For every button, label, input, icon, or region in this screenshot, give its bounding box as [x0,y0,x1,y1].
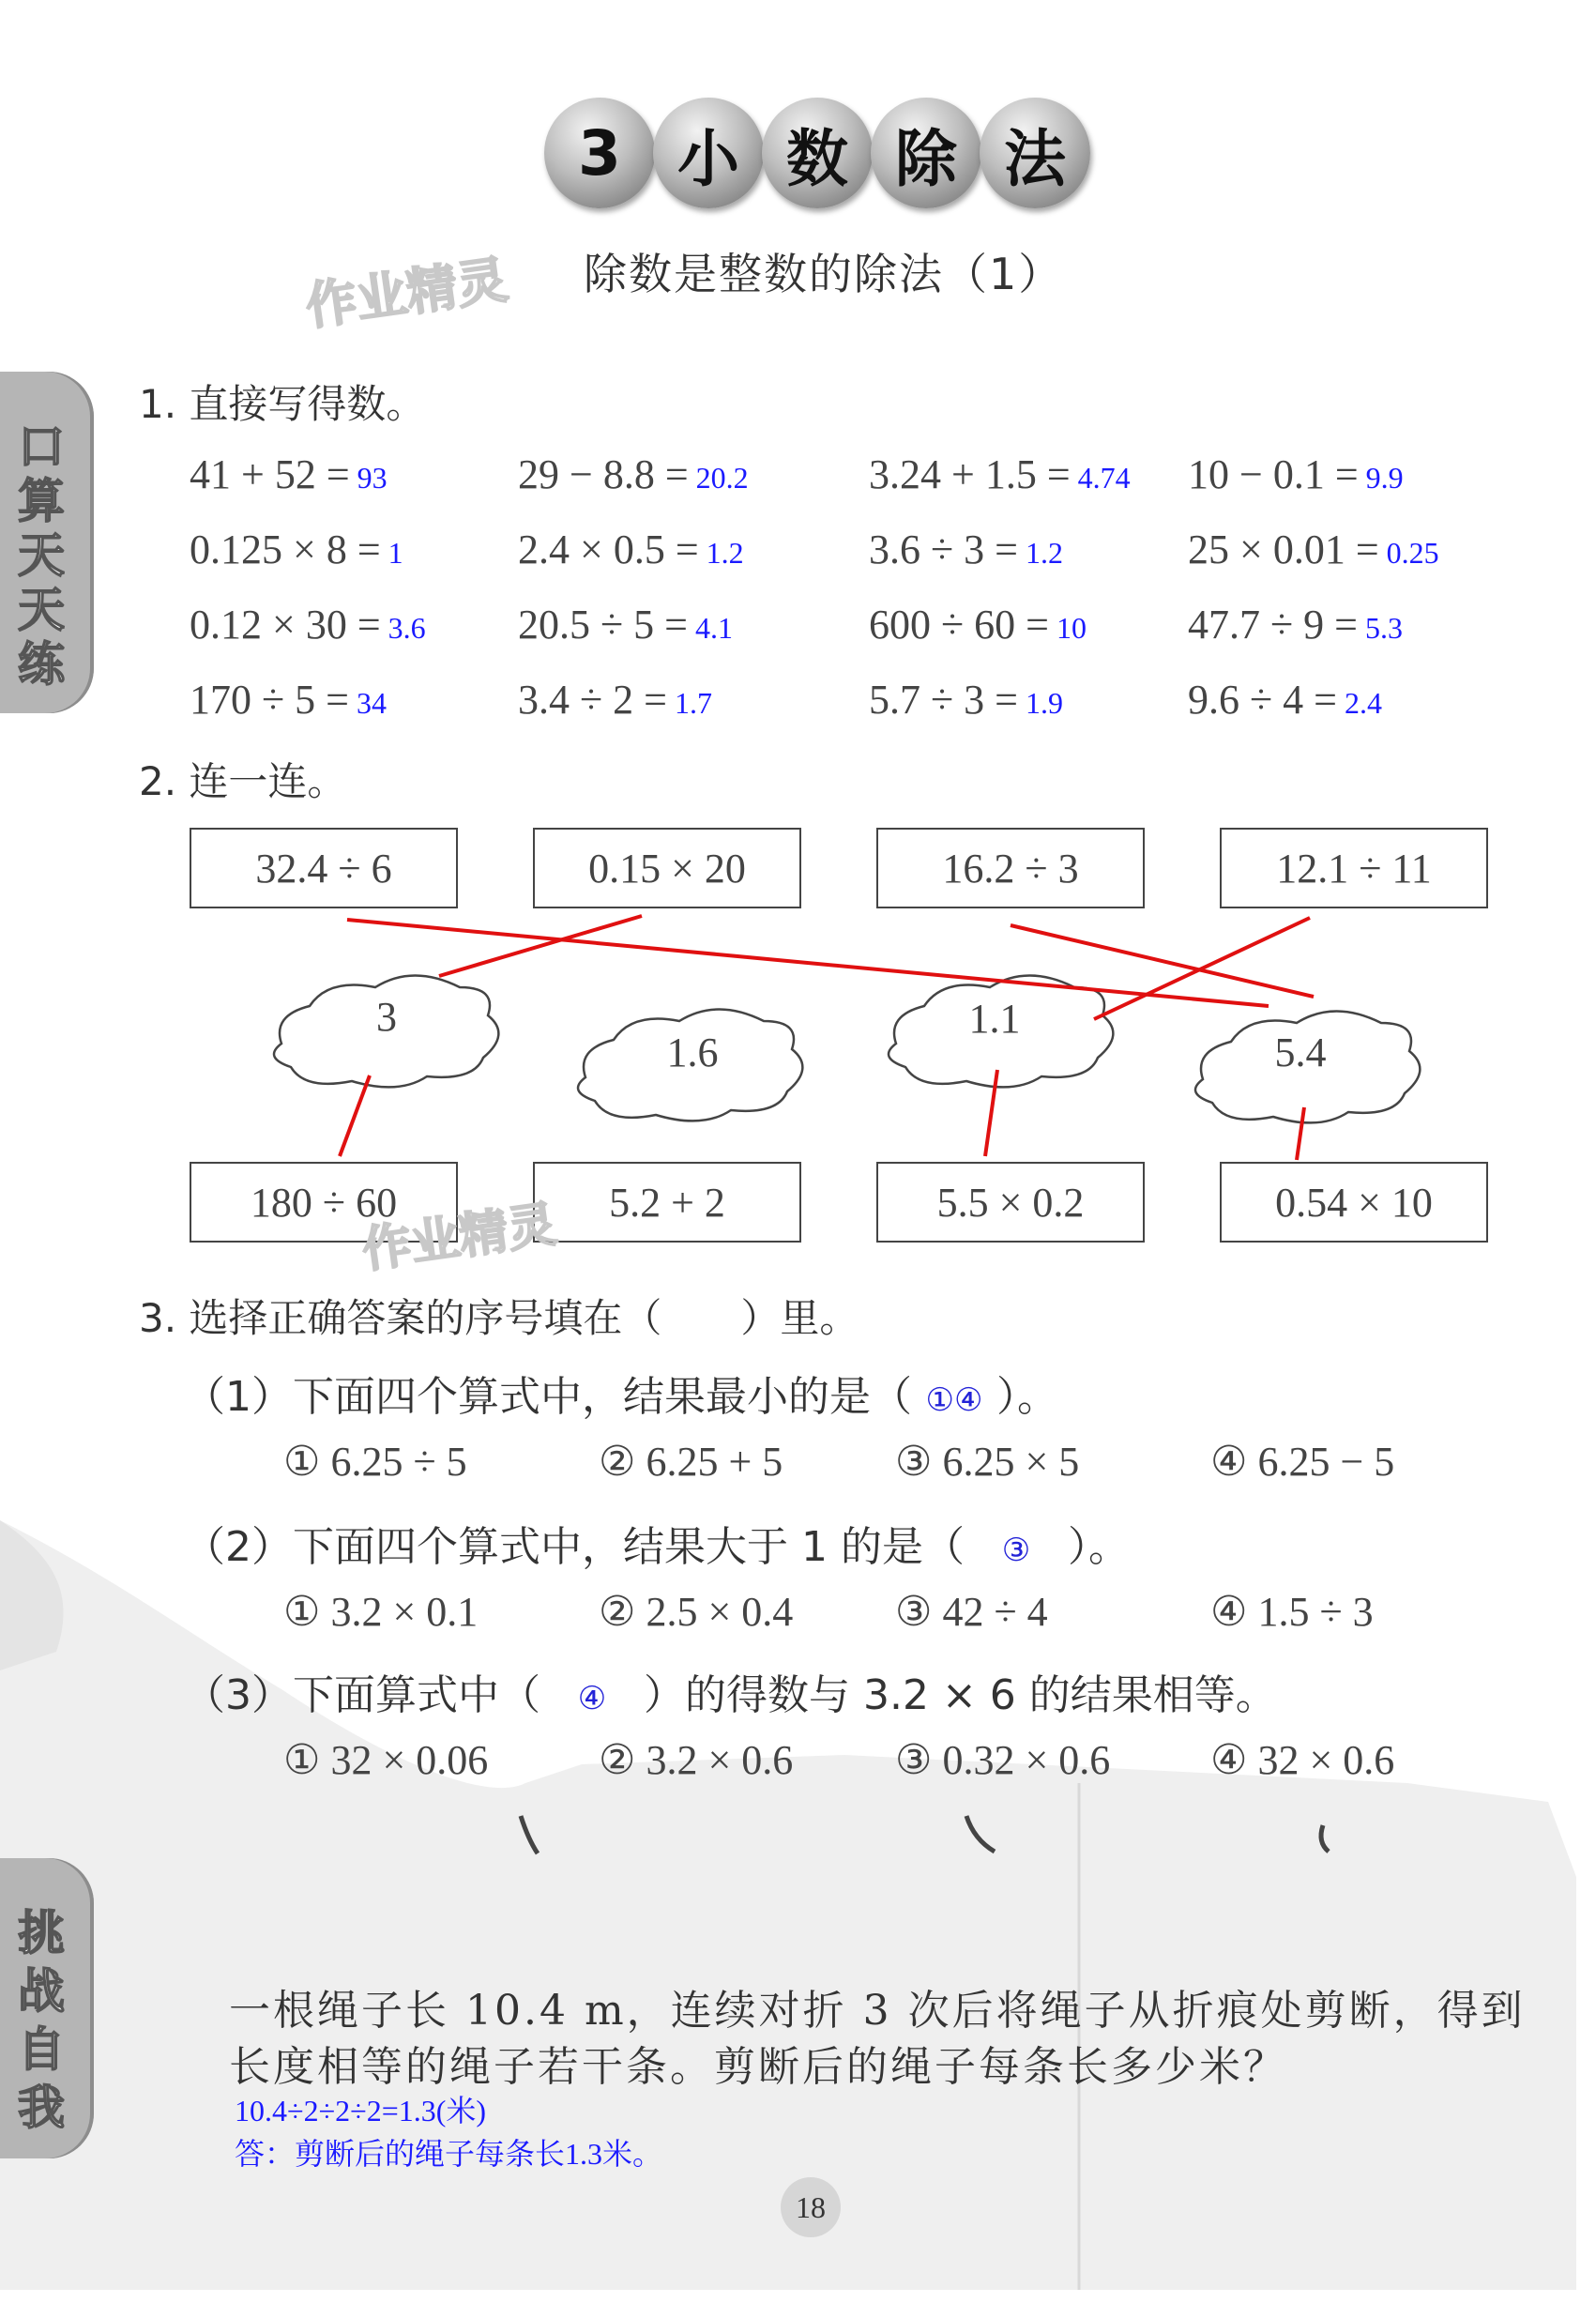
top-expression-box: 12.1 ÷ 11 [1220,828,1488,908]
handwritten-answer[interactable]: 1.2 [1025,536,1063,570]
page-number: 18 [781,2177,841,2237]
handwritten-answer[interactable]: 2.4 [1344,686,1382,720]
math-expression: 29 − 8.8 = [518,451,689,497]
cloud-value: 1.1 [968,996,1021,1042]
side-tab-char: 天 [18,583,65,637]
top-expression-box: 0.15 × 20 [533,828,801,908]
handwritten-answer[interactable]: 1.9 [1025,686,1063,720]
lesson-subtitle: 除数是整数的除法（1） [584,249,1064,299]
choice-question-1 [184,1363,1058,1423]
side-tab-char: 天 [18,528,65,583]
title-ball-char: 除 [871,98,981,208]
filled-answer[interactable]: ①④ [925,1381,983,1419]
title-ball-number: 3 [544,98,655,208]
filled-answer[interactable]: ④ [577,1680,607,1717]
question-3-title: 3. 选择正确答案的序号填在（ ）里。 [139,1295,859,1341]
handwritten-answer[interactable]: 20.2 [695,461,749,495]
math-expression: 0.12 × 30 = [190,602,381,648]
option: ③ 0.32 × 0.6 [895,1737,1111,1783]
bottom-expression-box: 5.5 × 0.2 [876,1162,1145,1243]
math-expression: 600 ÷ 60 = [869,602,1049,648]
challenge-problem-line: 一根绳子长 10.4 m，连续对折 3 次后将绳子从折痕处剪断，得到 [229,1987,1526,2035]
math-expression: 20.5 ÷ 5 = [518,602,688,648]
match-line [1094,918,1310,1019]
choice-question-3 [184,1661,1277,1721]
option: ① 3.2 × 0.1 [283,1589,479,1635]
handwritten-answer[interactable]: 5.3 [1364,611,1403,645]
handwritten-answer[interactable]: 0.25 [1386,536,1439,570]
side-tab-char: 自 [18,2022,65,2077]
option: ② 3.2 × 0.6 [599,1737,794,1783]
top-expression-box: 32.4 ÷ 6 [190,828,458,908]
handwritten-answer[interactable]: 9.9 [1365,461,1404,495]
choice-question-2 [184,1513,1130,1573]
math-expression: 9.6 ÷ 4 = [1188,677,1337,723]
question-2-title: 2. 连一连。 [139,758,347,804]
bottom-expression-box: 5.2 + 2 [533,1162,801,1243]
side-tab-char: 战 [18,1964,65,2019]
cloud-value: 3 [376,994,397,1040]
question-text: （1）下面四个算式中，结果最小的是（ [184,1373,912,1421]
title-ball-char: 数 [762,98,873,208]
handwritten-answer[interactable]: 1.7 [674,686,712,720]
option: ④ 6.25 − 5 [1210,1439,1395,1485]
side-tab-char: 我 [18,2081,65,2135]
question-text: （2）下面四个算式中，结果大于 1 的是（ [184,1523,965,1571]
handwritten-answer[interactable]: 10 [1056,611,1087,645]
math-expression: 10 − 0.1 = [1188,451,1359,497]
watermark: 作业精灵 [302,250,511,337]
handwritten-answer[interactable]: 4.1 [694,611,733,645]
handwritten-answer[interactable]: 1.2 [706,536,744,570]
question-text: ）。 [996,1373,1058,1421]
option: ① 6.25 ÷ 5 [283,1439,467,1485]
side-tab-char: 挑 [18,1906,65,1960]
question-text: （3）下面算式中（ [184,1671,540,1719]
side-tab-char: 算 [18,474,65,528]
math-expression: 170 ÷ 5 = [190,677,349,723]
question-1-title: 1. 直接写得数。 [139,381,426,427]
bottom-expression-box: 180 ÷ 60 [190,1162,458,1243]
option: ① 32 × 0.06 [283,1737,489,1783]
bottom-expression-box: 0.54 × 10 [1220,1162,1488,1243]
math-expression: 3.6 ÷ 3 = [869,526,1018,572]
handwritten-answer[interactable]: 4.74 [1077,461,1131,495]
top-expression-box: 16.2 ÷ 3 [876,828,1145,908]
question-text: ）的得数与 3.2 × 6 的结果相等。 [644,1671,1277,1719]
handwritten-answer[interactable]: 93 [357,461,388,495]
filled-answer[interactable]: ③ [1001,1532,1031,1569]
cloud-value: 1.6 [666,1029,719,1075]
watermark: 作业精灵 [358,1196,560,1280]
math-expression: 3.4 ÷ 2 = [518,677,667,723]
challenge-problem-line: 长度相等的绳子若干条。剪断后的绳子每条长多少米？ [229,2043,1287,2091]
option: ④ 32 × 0.6 [1210,1737,1395,1783]
title-ball-char: 法 [980,98,1090,208]
option: ② 6.25 + 5 [599,1439,783,1485]
side-tab-char: 练 [18,637,65,692]
handwritten-answer[interactable]: 3.6 [388,611,426,645]
handwritten-answer[interactable]: 34 [356,686,387,720]
question-text: ）。 [1067,1523,1130,1571]
math-expression: 3.24 + 1.5 = [869,451,1071,497]
cloud-value: 5.4 [1274,1029,1327,1075]
option: ③ 42 ÷ 4 [895,1589,1048,1635]
math-expression: 5.7 ÷ 3 = [869,677,1018,723]
match-line [340,1075,370,1156]
handwritten-answer: 答：剪断后的绳子每条长1.3米。 [235,2137,663,2171]
math-expression: 2.4 × 0.5 = [518,526,699,572]
option: ③ 6.25 × 5 [895,1439,1080,1485]
side-tab-char: 口 [18,419,65,474]
title-ball-char: 小 [653,98,764,208]
option: ② 2.5 × 0.4 [599,1589,794,1635]
math-expression: 47.7 ÷ 9 = [1188,602,1358,648]
handwritten-work: 10.4÷2÷2÷2=1.3(米) [235,2094,487,2127]
math-expression: 25 × 0.01 = [1188,526,1379,572]
math-expression: 0.125 × 8 = [190,526,381,572]
handwritten-answer[interactable]: 1 [388,536,403,570]
option: ④ 1.5 ÷ 3 [1210,1589,1374,1635]
math-expression: 41 + 52 = [190,451,350,497]
